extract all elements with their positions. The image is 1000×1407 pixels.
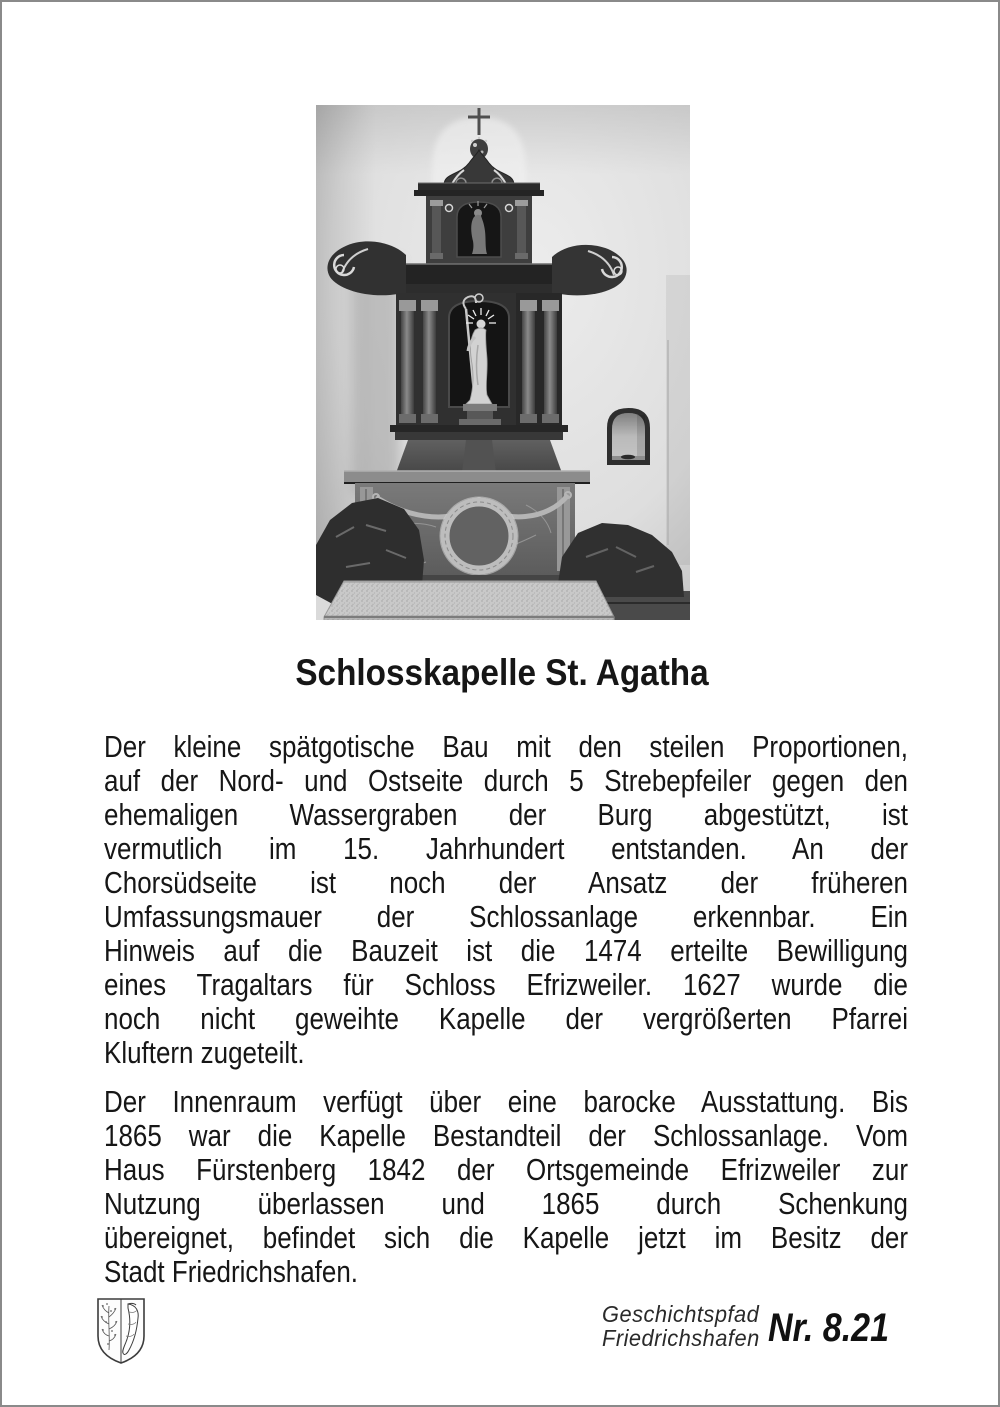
- text-line: noch nicht geweihte Kapelle der vergrößerten Pfarrei: [104, 1001, 908, 1036]
- text-line: Der Innenraum verfügt über eine barocke Ausstattung. Bis: [104, 1084, 908, 1119]
- text-line: Kluftern zugeteilt.: [104, 1035, 305, 1070]
- text-line: Nutzung überlassen und 1865 durch Schenkung: [104, 1186, 908, 1221]
- coat-of-arms-icon: [95, 1296, 147, 1366]
- text-line: Haus Fürstenberg 1842 der Ortsgemeinde Efrizweiler zur: [104, 1152, 908, 1187]
- footer-organization: [602, 1303, 760, 1350]
- text-line: ehemaligen Wassergraben der Burg abgestützt, ist: [104, 797, 908, 832]
- text-line: 1865 war die Kapelle Bestandteil der Schlossanlage. Vom: [104, 1118, 908, 1153]
- paragraph-1: [104, 730, 908, 1070]
- sign-number: Nr. 8.21: [768, 1306, 889, 1350]
- wall-niche: [607, 408, 650, 465]
- page-title: Schlosskapelle St. Agatha: [295, 652, 709, 693]
- text-line: Hinweis auf die Bauzeit ist die 1474 erteilte Bewilligung: [104, 933, 908, 968]
- text-line: Stadt Friedrichshafen.: [104, 1254, 358, 1289]
- text-line: übereignet, befindet sich die Kapelle jetzt im Besitz der: [104, 1220, 908, 1255]
- footer-org-line1: Geschichtspfad: [602, 1301, 760, 1327]
- text-line: vermutlich im 15. Jahrhundert entstanden. An der: [104, 831, 908, 866]
- footer-org-line2: Friedrichshafen: [602, 1324, 760, 1351]
- text-line: eines Tragaltars für Schloss Efrizweiler. 1627 wurde die: [104, 967, 908, 1002]
- text-line: Chorsüdseite ist noch der Ansatz der früheren: [104, 865, 908, 900]
- text-line: auf der Nord- und Ostseite durch 5 Strebepfeiler gegen den: [104, 763, 908, 798]
- carpet: [324, 581, 614, 620]
- text-line: Der kleine spätgotische Bau mit den steilen Proportionen,: [104, 729, 908, 764]
- text-line: Umfassungsmauer der Schlossanlage erkennbar. Ein: [104, 899, 908, 934]
- altar-photo: [316, 105, 690, 620]
- paragraph-2: [104, 1085, 908, 1289]
